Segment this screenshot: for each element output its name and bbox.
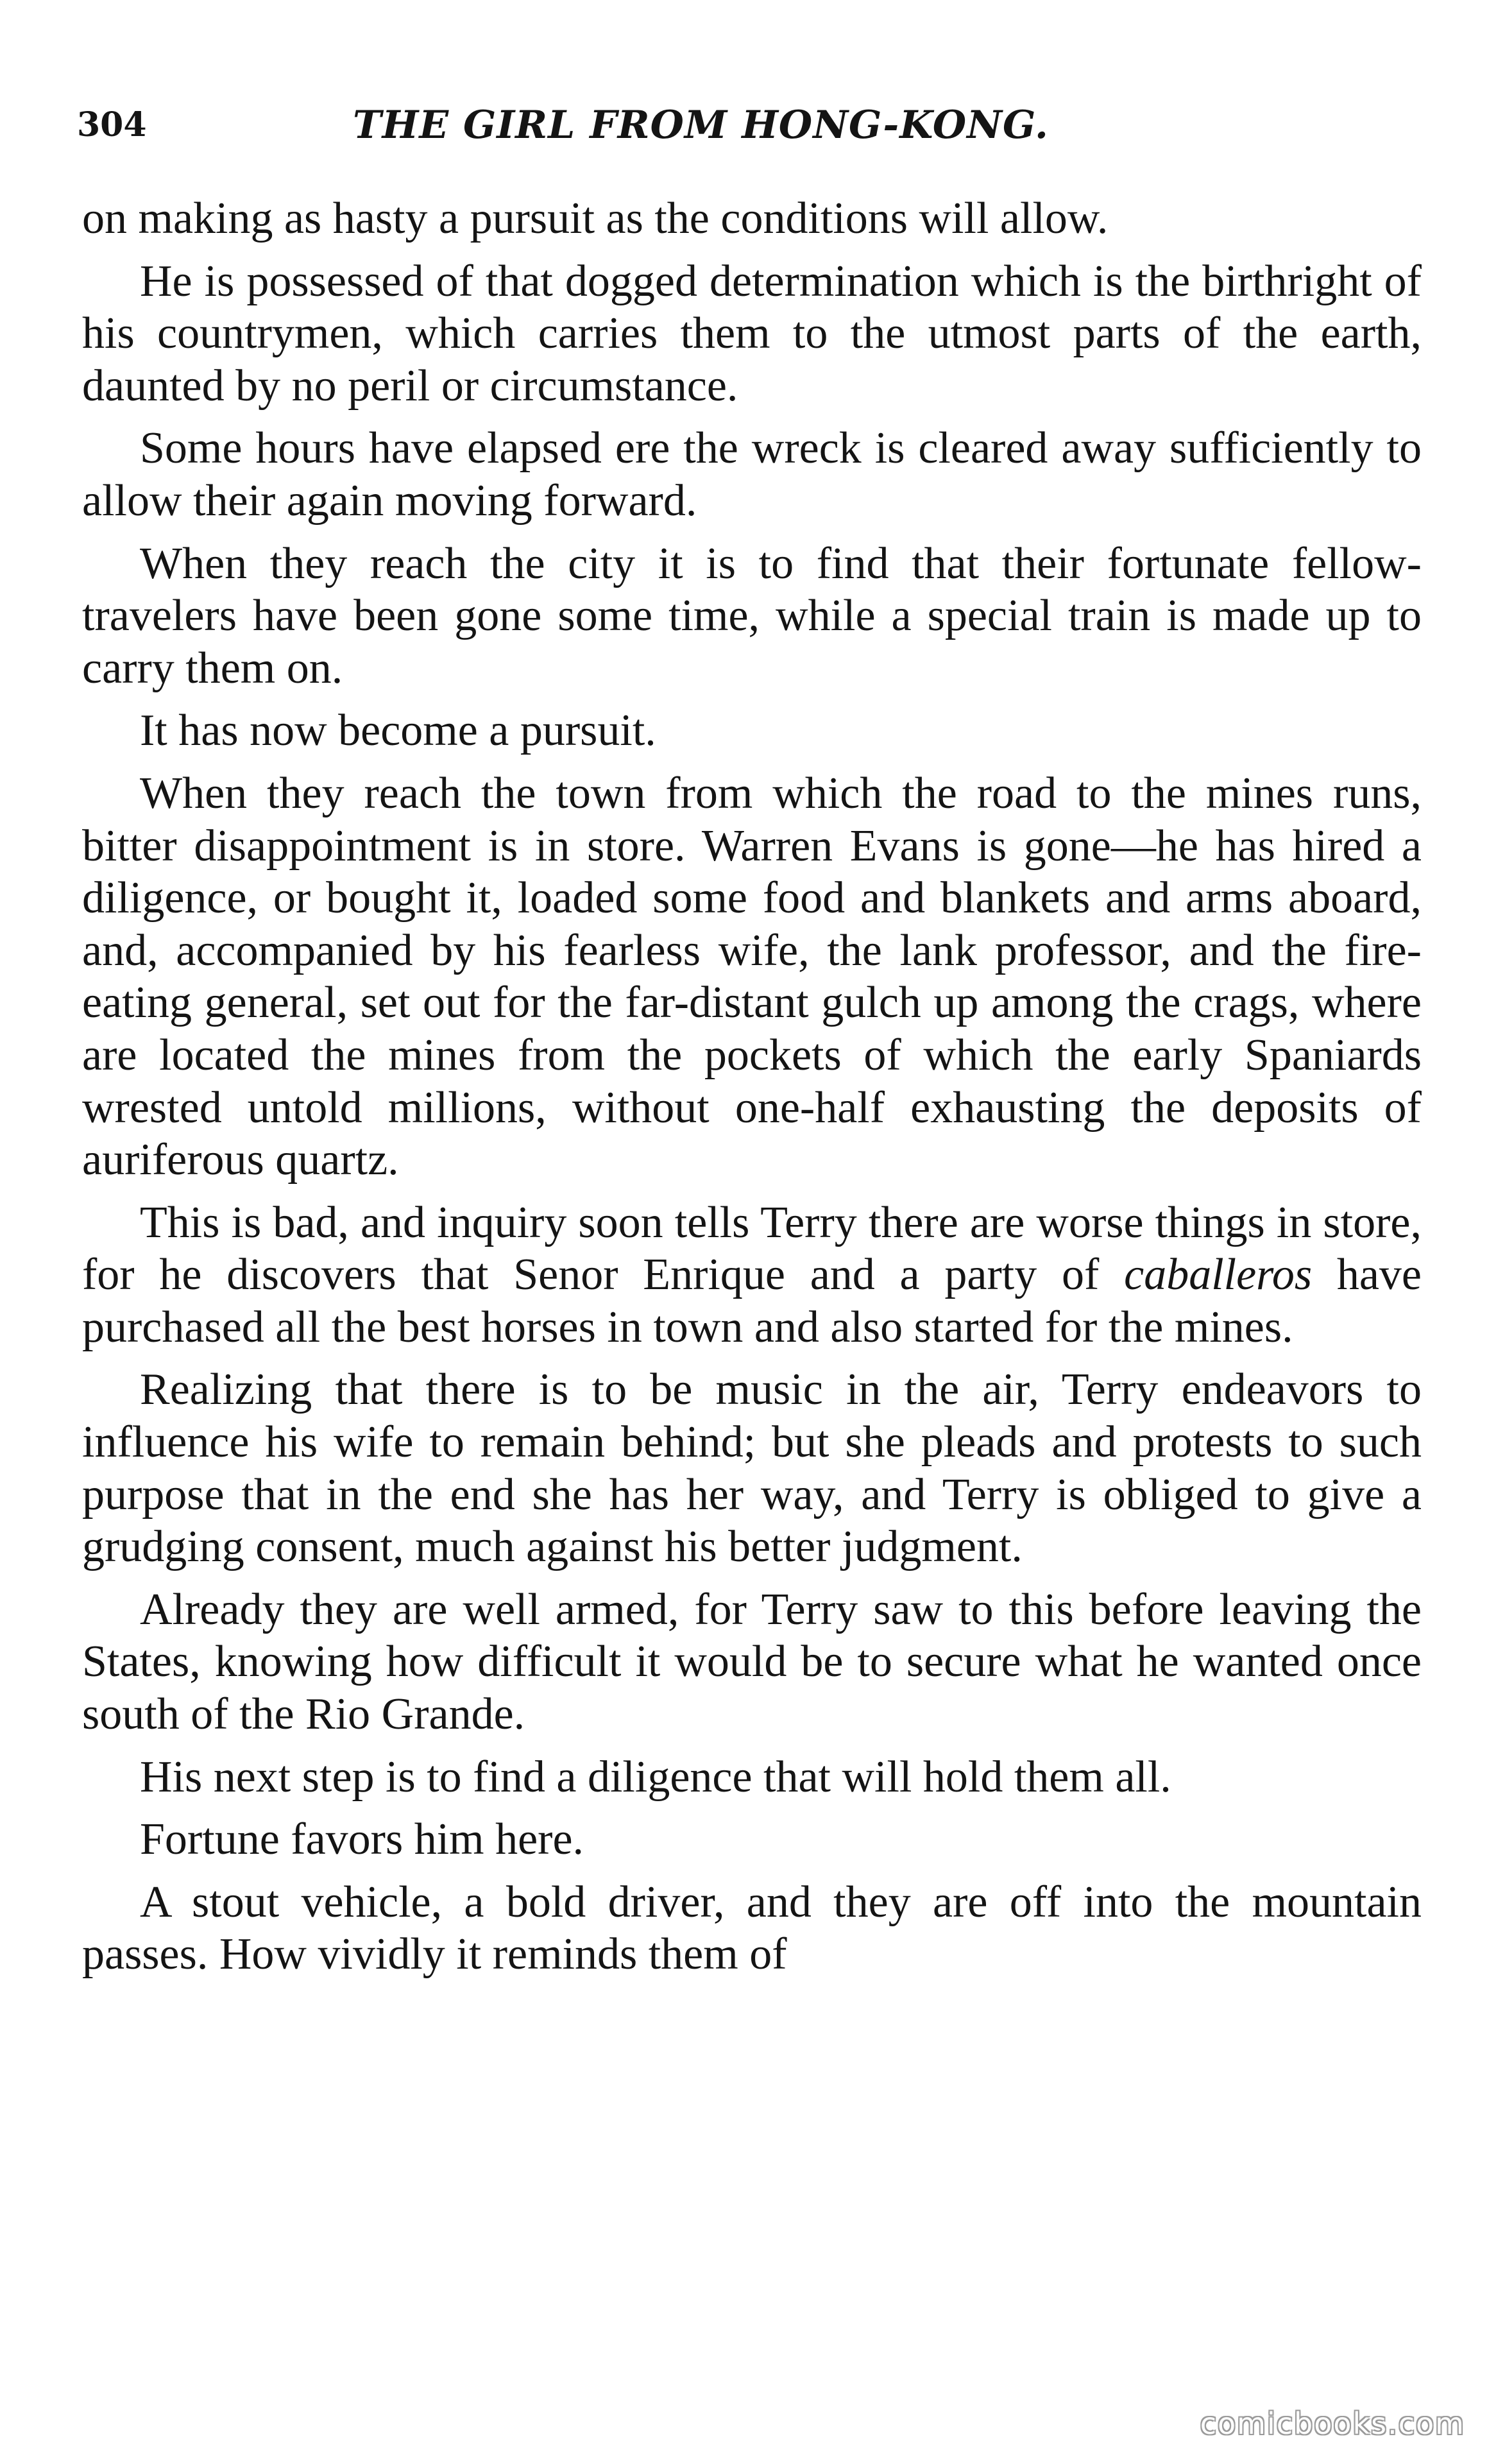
paragraph: Some hours have elapsed ere the wreck is cleared away sufficiently to allow their again moving forward. <box>82 424 1422 526</box>
paragraph: This is bad, and inquiry soon tells Terry there are worse things in store, for he discovers that Senor Enrique and a party of caballeros have purchased all the best horses in town and also started for the mines. <box>82 1197 1422 1352</box>
paragraph: A stout vehicle, a bold driver, and they are off into the mountain passes. How vividly it reminds them of <box>82 1877 1422 1980</box>
paragraph: Realizing that there is to be music in the air, Terry endeavors to influence his wife to remain behind; but she pleads and protests to such purpose that in the end she has her way, and Terry is obliged to give a grudging consent, much against his better judgment. <box>82 1365 1422 1572</box>
paragraph: His next step is to find a diligence that will hold them all. <box>140 1752 1171 1802</box>
paragraph: When they reach the city it is to find that their fortunate fellow-travelers have been gone some time, while a special train is made up to carry them on. <box>82 538 1422 693</box>
page-header <box>77 96 1443 154</box>
paragraph: He is possessed of that dogged determination which is the birthright of his countrymen, which carries them to the utmost parts of the earth, daunted by no peril or circumstance. <box>82 256 1422 411</box>
paragraph: Already they are well armed, for Terry saw to this before leaving the States, knowing how difficult it would be to secure what he wanted once south of the Rio Grande. <box>82 1584 1422 1740</box>
paragraph: It has now become a pursuit. <box>140 706 656 756</box>
paragraph: When they reach the town from which the road to the mines runs, bitter disappointment is in store. Warren Evans is gone—he has hired a diligence, or bought it, loaded some food and blankets and arms aboard, and, accompanied by his fearless wife, the lank professor, and the fire-eating general, set out for the far-distant gulch up among the crags, where are located the mines from the pockets of which the early Spaniards wrested untold millions, without one-half exhausting the deposits of auriferous quartz. <box>82 768 1422 1185</box>
paragraph: Fortune favors him here. <box>140 1815 584 1865</box>
page-number: 304 <box>77 105 147 144</box>
page-body <box>82 193 1422 1991</box>
paragraph: on making as hasty a pursuit as the conditions will allow. <box>82 194 1109 243</box>
italic-word: caballeros <box>1124 1250 1313 1300</box>
running-head: THE GIRL FROM HONG-KONG. <box>353 103 1049 148</box>
watermark: comicbooks.com <box>1200 2406 1465 2441</box>
